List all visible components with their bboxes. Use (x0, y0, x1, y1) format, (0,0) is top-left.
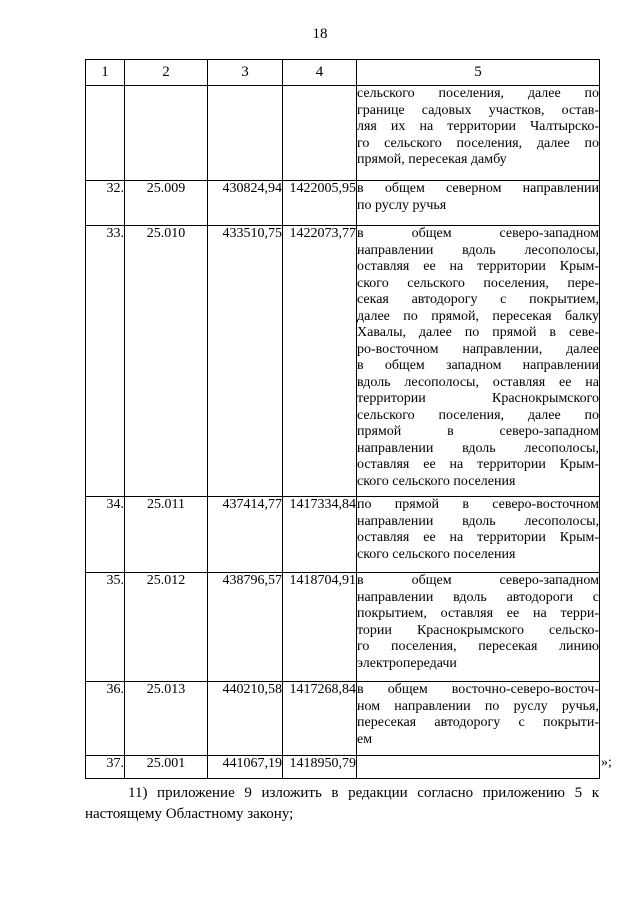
description-line: направлении вдоль лесополосы, (357, 513, 599, 529)
paragraph-line: настоящему Областному закону; (85, 806, 294, 822)
coordinate-y: 1417334,84 (283, 497, 357, 573)
description-line: тории Краснокрымского сельско- (357, 622, 599, 638)
description-line: прямой, пересекая дамбу (357, 152, 507, 167)
table-row (86, 226, 600, 497)
point-id: 25.013 (125, 682, 208, 756)
description-line: направлении вдоль лесополосы, (357, 242, 599, 258)
point-id: 25.001 (125, 756, 208, 779)
description-line: в общем северо-западном (357, 573, 599, 588)
coordinate-x: 441067,19 (208, 756, 283, 779)
description-line: далее по прямой, пересекая балку (357, 308, 599, 324)
description-line: ского сельского поселения (357, 546, 516, 562)
table-row (86, 181, 600, 226)
amendment-paragraph (85, 783, 599, 825)
empty-cell (125, 86, 208, 181)
boundary-description (357, 756, 600, 779)
coordinate-x: 440210,58 (208, 682, 283, 756)
row-number: 34. (86, 497, 125, 573)
table-row (86, 756, 600, 779)
coordinate-y: 1418704,91 (283, 573, 357, 682)
column-header: 1 (86, 60, 125, 86)
description-line: в общем северном направлении (357, 181, 599, 196)
table-row-continuation (86, 86, 600, 181)
coordinate-y: 1422073,77 (283, 226, 357, 497)
coordinate-y: 1417268,84 (283, 682, 357, 756)
table-row (86, 682, 600, 756)
description-line: ем (357, 731, 373, 747)
description-line: покрытием, оставляя ее на терри- (357, 606, 599, 621)
description-line: направлении вдоль лесополосы, (357, 440, 599, 456)
row-number: 37. (86, 756, 125, 779)
description-line: ро-восточном направлении, далее (357, 341, 599, 357)
row-number: 33. (86, 226, 125, 497)
paragraph-line: 11) приложение 9 изложить в редакции согласно приложению 5 к (128, 785, 599, 801)
table-header-row (86, 60, 600, 86)
point-id: 25.009 (125, 181, 208, 226)
table-row (86, 573, 600, 682)
page-number: 18 (312, 26, 328, 42)
empty-cell (283, 86, 357, 181)
row-number: 32. (86, 181, 125, 226)
column-header: 4 (283, 60, 357, 86)
coordinate-x: 433510,75 (208, 226, 283, 497)
boundary-points-table (85, 59, 600, 779)
description-line: по руслу ручья (357, 197, 447, 213)
description-line: сельского поселения, далее по (357, 407, 599, 423)
description-line: го поселения, пересекая линию (357, 639, 599, 654)
description-line: ляя их на территории Чалтырско- (357, 119, 599, 134)
coordinate-x: 438796,57 (208, 573, 283, 682)
description-line: в общем северо-западном (357, 226, 599, 241)
coordinate-y: 1418950,79 (283, 756, 357, 779)
column-header: 2 (125, 60, 208, 86)
description-line: в общем восточно-северо-восточ- (357, 682, 599, 697)
description-line: границе садовых участков, остав- (357, 102, 599, 118)
column-header: 3 (208, 60, 283, 86)
empty-cell (86, 86, 125, 181)
empty-cell (208, 86, 283, 181)
description-line: секая автодорогу с покрытием, (357, 292, 599, 307)
description-line: Хавалы, далее по прямой в севе- (357, 325, 599, 340)
description-line: по прямой в северо-восточном (357, 497, 599, 512)
boundary-description (357, 181, 600, 226)
point-id: 25.011 (125, 497, 208, 573)
table-row (86, 497, 600, 573)
column-header: 5 (357, 60, 600, 86)
boundary-description (357, 86, 600, 181)
description-line: ского сельского поселения, пере- (357, 275, 599, 291)
coordinate-x: 437414,77 (208, 497, 283, 573)
description-line: ского сельского поселения (357, 473, 516, 489)
description-line: го сельского поселения, далее по (357, 135, 599, 151)
description-line: оставляя ее на территории Крым- (357, 259, 599, 274)
coordinate-x: 430824,94 (208, 181, 283, 226)
description-line: территории Краснокрымского (357, 391, 599, 406)
boundary-description (357, 682, 600, 756)
description-line: вдоль лесополосы, оставляя ее на (357, 374, 599, 390)
row-number: 35. (86, 573, 125, 682)
description-line: пересекая автодорогу с покрыти- (357, 715, 599, 730)
description-line: направлении вдоль автодороги с (357, 589, 599, 605)
closing-quote: »; (601, 755, 612, 770)
boundary-description (357, 226, 600, 497)
description-line: электропередачи (357, 655, 457, 671)
coordinate-y: 1422005,95 (283, 181, 357, 226)
description-line: ном направлении по руслу ручья, (357, 698, 599, 714)
description-line: оставляя ее на территории Крым- (357, 457, 599, 472)
description-line: прямой в северо-западном (357, 424, 599, 439)
boundary-description (357, 573, 600, 682)
row-number: 36. (86, 682, 125, 756)
description-line: в общем западном направлении (357, 358, 599, 373)
point-id: 25.010 (125, 226, 208, 497)
description-line: оставляя ее на территории Крым- (357, 530, 599, 545)
point-id: 25.012 (125, 573, 208, 682)
description-line: сельского поселения, далее по (357, 86, 599, 101)
boundary-description (357, 497, 600, 573)
